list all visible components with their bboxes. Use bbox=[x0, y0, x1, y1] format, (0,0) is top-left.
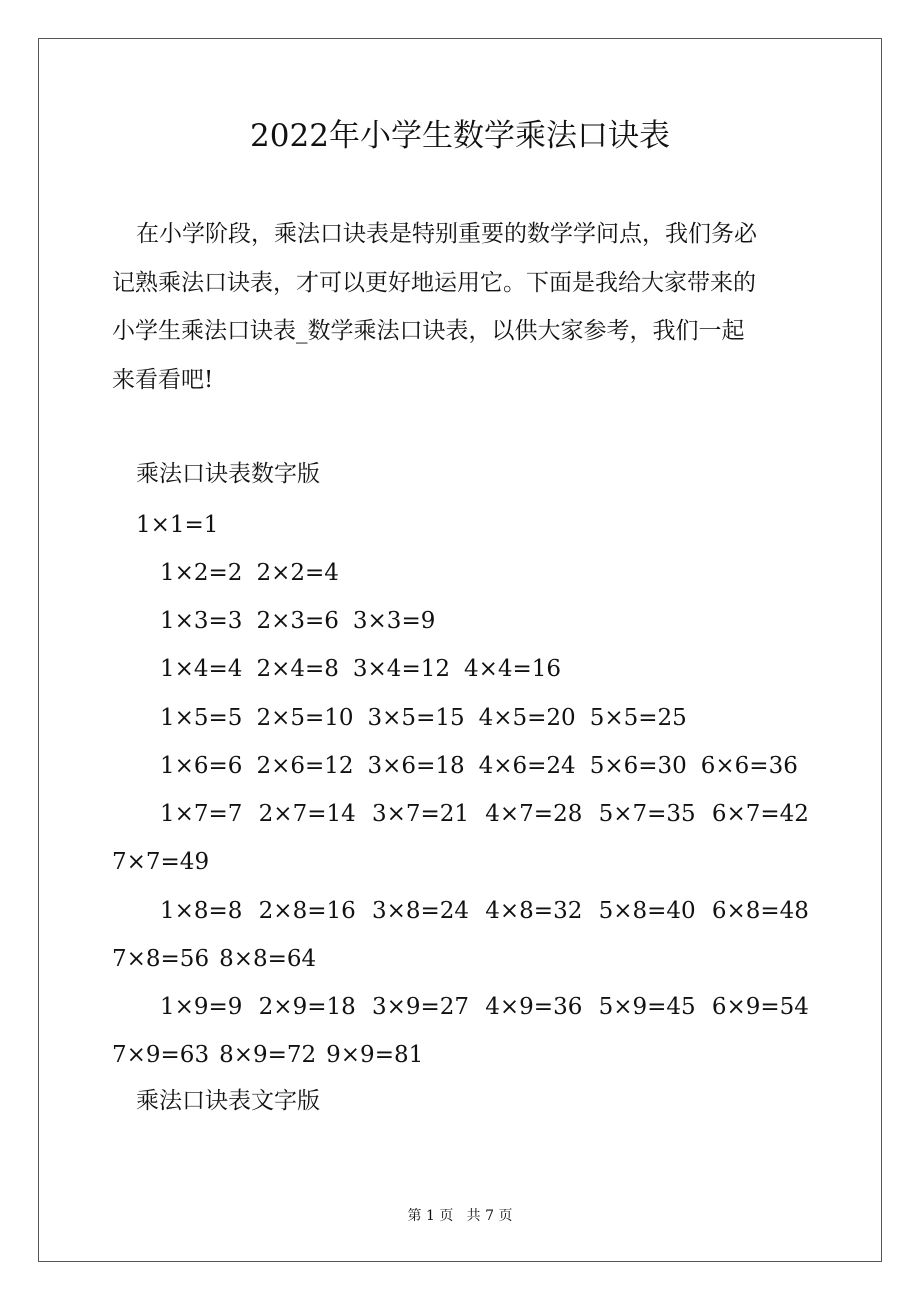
table-cell: 3×4=12 bbox=[352, 656, 450, 682]
table-cell: 8×8=64 bbox=[219, 946, 317, 972]
table-cell: 1×6=6 bbox=[160, 753, 243, 779]
table-cell: 6×9=54 bbox=[711, 994, 809, 1020]
table-cell: 6×7=42 bbox=[711, 801, 809, 827]
table-row-9 bbox=[160, 990, 809, 1024]
table-row-4 bbox=[160, 652, 820, 686]
table-row-6 bbox=[160, 749, 820, 783]
table-cell: 7×9=63 bbox=[112, 1042, 210, 1068]
table-cell: 9×9=81 bbox=[326, 1042, 424, 1068]
table-cell: 2×7=14 bbox=[258, 801, 356, 827]
table-cell: 3×5=15 bbox=[367, 705, 465, 731]
table-cell: 7×8=56 bbox=[112, 946, 210, 972]
table-cell: 3×3=9 bbox=[352, 608, 436, 634]
table-cell: 4×8=32 bbox=[485, 898, 583, 924]
table-cell: 1×4=4 bbox=[160, 656, 243, 682]
intro-line: 小学生乘法口诀表_数学乘法口诀表，以供大家参考，我们一起 bbox=[112, 318, 745, 344]
table-cell: 1×5=5 bbox=[160, 705, 243, 731]
table-cell: 1×9=9 bbox=[160, 994, 243, 1020]
section-heading-numeric: 乘法口诀表数字版 bbox=[136, 461, 320, 487]
table-cell: 1×2=2 bbox=[160, 560, 243, 586]
table-cell: 5×9=45 bbox=[598, 994, 696, 1020]
table-cell: 6×6=36 bbox=[700, 753, 798, 779]
table-cell: 1×8=8 bbox=[160, 898, 243, 924]
table-cell: 1×3=3 bbox=[160, 608, 243, 634]
table-row-3 bbox=[160, 604, 820, 638]
table-cell: 8×9=72 bbox=[219, 1042, 317, 1068]
intro-line: 在小学阶段，乘法口诀表是特别重要的数学学问点，我们务必 bbox=[136, 221, 757, 247]
table-cell: 5×8=40 bbox=[598, 898, 696, 924]
table-cell: 5×6=30 bbox=[589, 753, 687, 779]
page-number-footer: 第 1 页 共 7 页 bbox=[407, 1208, 513, 1224]
table-row-7-wrap bbox=[112, 845, 219, 879]
table-cell: 3×8=24 bbox=[371, 898, 470, 924]
table-cell: 2×9=18 bbox=[258, 994, 356, 1020]
table-cell: 6×8=48 bbox=[711, 898, 809, 924]
intro-line: 记熟乘法口诀表，才可以更好地运用它。下面是我给大家带来的 bbox=[112, 269, 756, 296]
table-cell: 4×6=24 bbox=[478, 753, 576, 779]
table-cell: 5×7=35 bbox=[598, 801, 696, 827]
document-title: 2022年小学生数学乘法口诀表 bbox=[250, 118, 670, 154]
table-cell: 2×5=10 bbox=[256, 705, 354, 731]
table-row-7 bbox=[160, 797, 809, 831]
table-cell: 4×4=16 bbox=[463, 656, 562, 682]
table-cell: 7×7=49 bbox=[112, 849, 210, 875]
table-row-8-wrap bbox=[112, 942, 326, 976]
table-row-9-wrap bbox=[112, 1038, 433, 1072]
table-row-5 bbox=[160, 701, 820, 735]
intro-paragraph bbox=[112, 210, 812, 404]
table-cell: 2×8=16 bbox=[258, 898, 356, 924]
table-cell: 5×5=25 bbox=[589, 705, 687, 731]
table-cell: 2×2=4 bbox=[256, 560, 339, 586]
table-cell: 4×5=20 bbox=[478, 705, 576, 731]
table-cell: 1×7=7 bbox=[160, 801, 243, 827]
intro-line: 来看看吧! bbox=[112, 366, 214, 393]
table-cell: 4×7=28 bbox=[485, 801, 583, 827]
table-row-2 bbox=[160, 556, 820, 590]
table-row-8 bbox=[160, 894, 809, 928]
section-heading-text: 乘法口诀表文字版 bbox=[136, 1088, 320, 1114]
table-cell: 3×6=18 bbox=[367, 753, 465, 779]
table-cell: 2×3=6 bbox=[256, 608, 339, 634]
table-cell: 3×7=21 bbox=[371, 801, 470, 827]
table-cell: 4×9=36 bbox=[485, 994, 583, 1020]
table-cell: 2×4=8 bbox=[256, 656, 339, 682]
table-row-1: 1×1=1 bbox=[136, 512, 219, 538]
table-cell: 3×9=27 bbox=[371, 994, 470, 1020]
table-cell: 2×6=12 bbox=[256, 753, 354, 779]
